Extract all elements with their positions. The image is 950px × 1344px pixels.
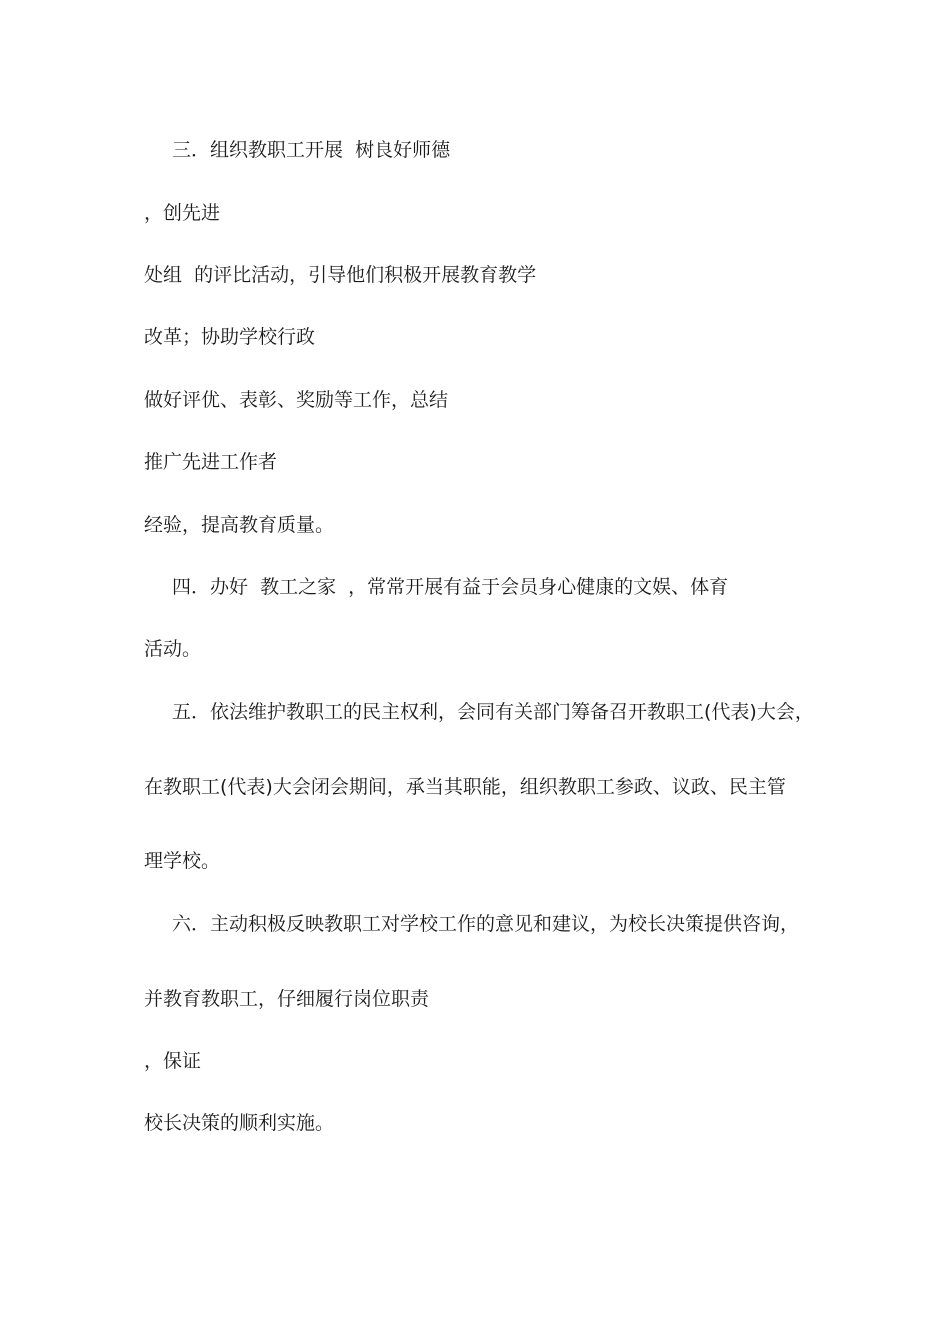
paragraph-five-line-3: 理学校。 (144, 850, 221, 872)
paragraph-six-line-2: 并教育教职工，仔细履行岗位职责 (144, 988, 430, 1010)
paragraph-three-line-2: ，创先进 (144, 202, 221, 224)
paragraph-three-line-7: 经验，提高教育质量。 (144, 514, 335, 536)
paragraph-four-line-2: 活动。 (144, 638, 202, 660)
paragraph-four-line-1: 四．办好 教工之家 ，常常开展有益于会员身心健康的文娱、体育 (172, 576, 729, 598)
paragraph-three-line-1: 三．组织教职工开展 树良好师德 (172, 139, 451, 161)
paragraph-three-line-3: 处组 的评比活动，引导他们积极开展教育教学 (144, 264, 537, 286)
paragraph-three-line-6: 推广先进工作者 (144, 451, 278, 473)
paragraph-three-line-4: 改革；协助学校行政 (144, 326, 316, 348)
paragraph-six-line-3: ，保证 (144, 1050, 202, 1072)
paragraph-five-line-1: 五．依法维护教职工的民主权利，会同有关部门筹备召开教职工(代表)大会， (172, 701, 814, 723)
paragraph-five-line-2: 在教职工(代表)大会闭会期间，承当其职能，组织教职工参政、议政、民主管 (144, 776, 786, 798)
paragraph-six-line-4: 校长决策的顺利实施。 (144, 1112, 335, 1134)
paragraph-six-line-1: 六．主动积极反映教职工对学校工作的意见和建议，为校长决策提供咨询， (172, 913, 800, 935)
paragraph-three-line-5: 做好评优、表彰、奖励等工作，总结 (144, 389, 449, 411)
